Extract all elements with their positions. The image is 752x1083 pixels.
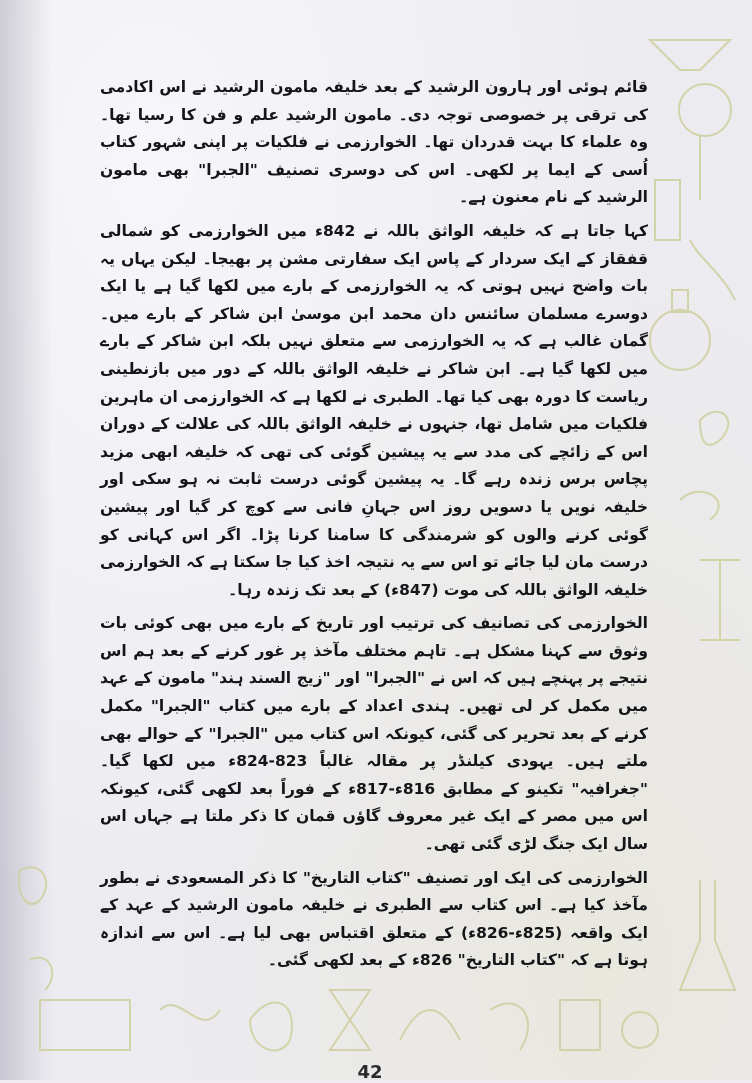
paragraph-4: الخوارزمی کی ایک اور تصنیف "کتاب التاریخ" کا ذکر المسعودی نے بطور مآخذ کیا ہے۔ اس کتاب سے الطبری نے خلیفہ مامون الرشید کے عہد کے ایک واقعہ (825ء-826ء) کے متعلق اقتباس بھی لیا ہے۔ اس سے اندازہ ہوتا ہے کہ "کتاب التاریخ" 826ء کے بعد لکھی گئی۔ bbox=[100, 868, 648, 970]
paragraph-1: قائم ہوئی اور ہارون الرشید کے بعد خلیفہ مامون الرشید نے اس اکادمی کی ترقی پر خصوصی توجہ دی۔ مامون الرشید علم و فن کا رسیا تھا۔ وہ علماء کا بہت قدردان تھا۔ الخوارزمی نے فلکیات پر اپنی شہور کتاب اُسی کے ایما پر لکھی۔ اس کی دوسری تصنیف "الجبرا" بھی مامون الرشید کے نام معنون ہے۔ bbox=[100, 78, 648, 207]
page-number: 42 bbox=[357, 1062, 383, 1083]
leaf-illustration bbox=[700, 412, 728, 445]
paragraph-2: کہا جاتا ہے کہ خلیفہ الواثق باللہ نے 842ء میں الخوارزمی کو شمالی قفقاز کے ایک سردار کے پاس ایک سفارتی مشن پر بھیجا۔ لیکن یہاں یہ بات واضح نہیں ہوتی کہ یہ الخوارزمی کے بارے میں لکھا گیا ہے یا ایک دوسرے مسلمان سائنس دان محمد ابن موسیٰ ابن شاکر کے بارے میں۔ گمان غالب ہے کہ یہ الخوارزمی سے متعلق نہیں بلکہ ابن شاکر کے بارے میں لکھا گیا ہے۔ ابن شاکر نے خلیفہ الواثق باللہ کے دور میں بازنطینی ریاست کا دورہ بھی کیا تھا۔ الطبری نے لکھا ہے کہ الخوارزمی ان ماہرین فلکیات میں شامل تھا، جنہوں نے خلیفہ الواثق باللہ کی علالت کے دوران اس کے زائچے کی مدد سے یہ پیشین گوئی کی تھی کہ خلیفہ ابھی مزید پچاس برس زندہ رہے گا۔ یہ پیشین گوئی درست ثابت نہ ہو سکی اور خلیفہ نویں یا دسویں روز اس جہانِ فانی سے کوچ کر گیا اور پیشین گوئی کرنے والوں کو شرمندگی کا سامنا کرنا پڑا۔ اگر اس کہانی کو درست مان لیا جائے تو اس سے یہ نتیجہ اخذ کیا جا سکتا ہے کہ الخوارزمی خلیفہ الواثق باللہ کی موت (847ء) کے بعد تک زندہ رہا۔ bbox=[99, 221, 648, 599]
round-flask-illustration bbox=[650, 310, 710, 370]
paragraph-3: الخوارزمی کی تصانیف کی ترتیب اور تاریخ کے بارے میں بھی کوئی بات وثوق سے کہنا مشکل ہے۔ تاہم مختلف مآخذ پر غور کرنے کے بعد ہم اس نتیجے پر پہنچے ہیں کہ اس نے "الجبرا" اور "زیج السند ہند" مامون کے عہد میں مکمل کر لی تھیں۔ ہندی اعداد کے بارے میں کتاب "الجبرا" مکمل کرنے کے بعد تحریر کی گئی، کیونکہ اس کتاب میں "الجبرا" کے حوالے بھی ملتے ہیں۔ یہودی کیلنڈر پر مقالہ غالباً 823-824ء میں لکھا گیا۔ "جغرافیہ" تکینو کے مطابق 816ء-817ء کے فوراً بعد لکھی گئی، کیونکہ اس میں مصر کے ایک غیر معروف گاؤں قمان کا ذکر ملتا ہے جہاں اس سال ایک جنگ لڑی گئی تھی۔ bbox=[100, 614, 648, 854]
hourglass-illustration bbox=[330, 990, 370, 1050]
top-flask-illustration bbox=[650, 40, 730, 70]
article-body bbox=[100, 74, 648, 981]
